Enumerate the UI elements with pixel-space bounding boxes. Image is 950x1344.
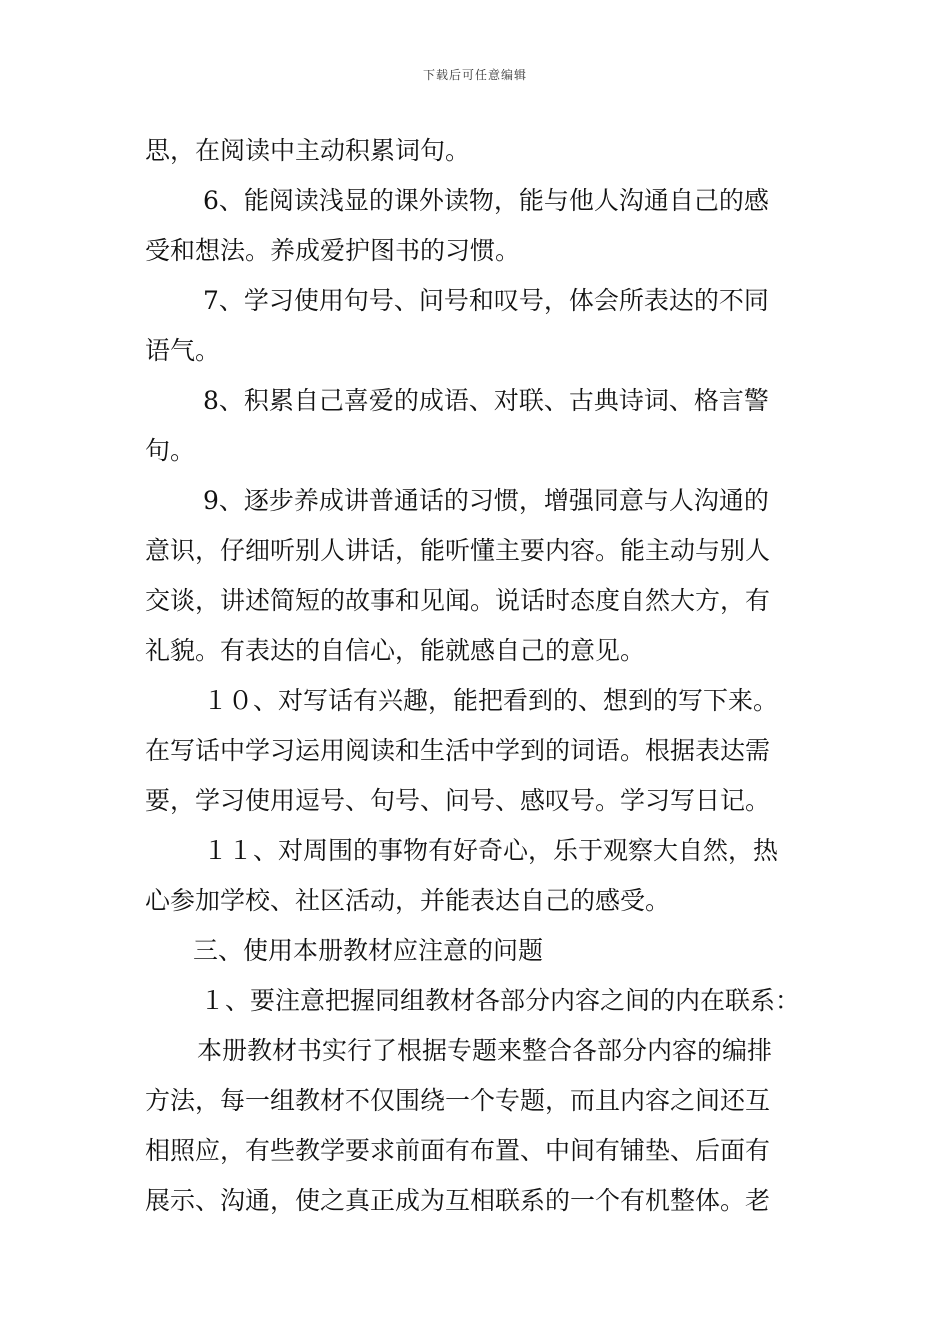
text-line: 在写话中学习运用阅读和生活中学到的词语。根据表达需 xyxy=(145,736,771,765)
text-line: 本册教材书实行了根据专题来整合各部分内容的编排 xyxy=(197,1036,773,1065)
section-heading: 三、使用本册教材应注意的问题 xyxy=(193,936,544,965)
document-body xyxy=(145,126,810,1226)
text-line: １１、对周围的事物有好奇心，乐于观察大自然，热 xyxy=(203,836,779,865)
page-header-note: 下载后可任意编辑 xyxy=(422,68,527,82)
text-line: 相照应，有些教学要求前面有布置、中间有铺垫、后面有 xyxy=(145,1136,771,1165)
text-line: 意识，仔细听别人讲话，能听懂主要内容。能主动与别人 xyxy=(145,536,771,565)
text-line: 语气。 xyxy=(145,336,221,365)
text-line: 心参加学校、社区活动，并能表达自己的感受。 xyxy=(145,886,671,915)
text-line: 礼貌。有表达的自信心，能就感自己的意见。 xyxy=(145,636,646,665)
text-line: 7、学习使用句号、问号和叹号，体会所表达的不同 xyxy=(203,286,769,315)
text-line: 句。 xyxy=(145,436,196,465)
text-line: 方法，每一组教材不仅围绕一个专题，而且内容之间还互 xyxy=(145,1086,771,1115)
text-line: 交谈，讲述简短的故事和见闻。说话时态度自然大方，有 xyxy=(145,586,771,615)
text-line: 要，学习使用逗号、句号、问号、感叹号。学习写日记。 xyxy=(145,786,771,815)
text-line: 受和想法。养成爱护图书的习惯。 xyxy=(145,236,521,265)
text-line: 展示、沟通，使之真正成为互相联系的一个有机整体。老 xyxy=(145,1186,771,1215)
text-line: 6、能阅读浅显的课外读物，能与他人沟通自己的感 xyxy=(203,186,769,215)
text-line: 思，在阅读中主动积累词句。 xyxy=(145,136,471,165)
text-line: 9、逐步养成讲普通话的习惯，增强同意与人沟通的 xyxy=(203,486,769,515)
text-line: １、要注意把握同组教材各部分内容之间的内在联系： xyxy=(200,986,801,1015)
text-line: １０、对写话有兴趣，能把看到的、想到的写下来。 xyxy=(203,686,779,715)
text-line: 8、积累自己喜爱的成语、对联、古典诗词、格言警 xyxy=(203,386,769,415)
